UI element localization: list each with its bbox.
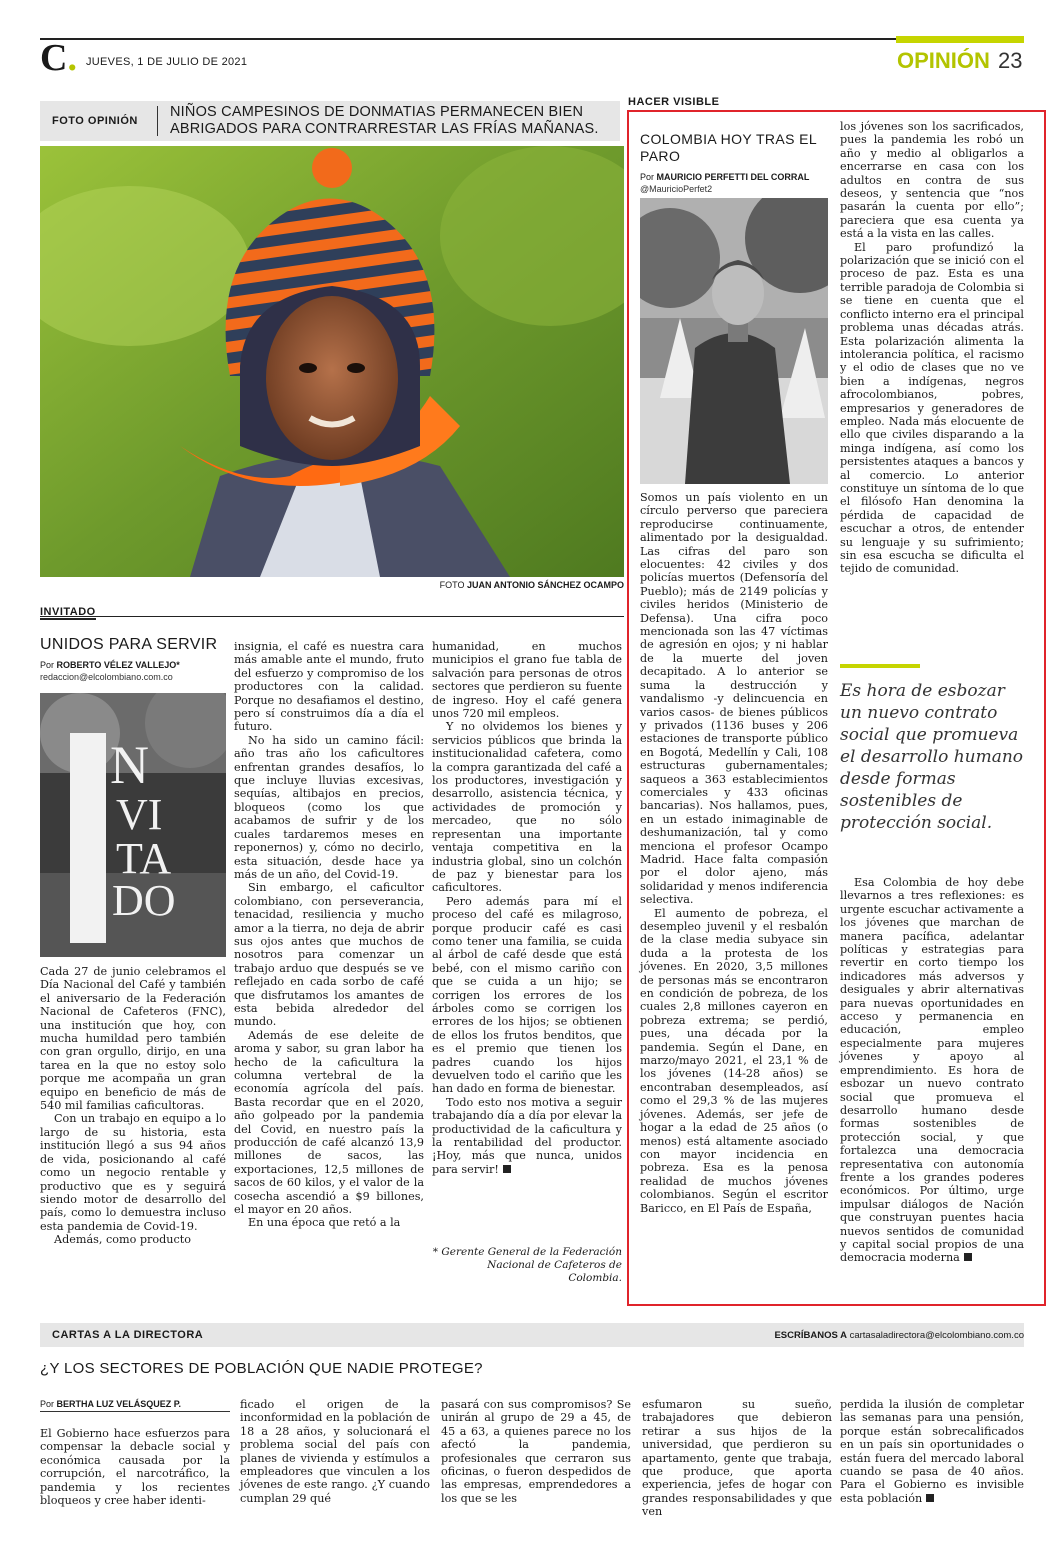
hacer-visible-column-2: los jóvenes son los sacrificados, pues la pandemia les robó un año y medio al obligarlos a encerrarse en casa con los adultos en contra de sus deseos, y sentencia que “nos pasarán la cuenta por ello”; pareciera que esa cuenta ya está a la vista en las calles. El paro profundizó la polarización que se inició con el proceso de paz. Esta es una terrible paradoja de Colombia si se tiene en cuenta que el conflicto interno era el principal problema unas décadas atrás. Esta polarización alimenta la intolerancia política, el racismo y el odio de clases que no ve bien a indígenas, negros afrocolombianos, pobres, empresarios y generadores de empleo. Nada más elocuente de ello que civiles disparando a la minga indígena, así como los persistentes ataques a bancos y al comercio. Lo anterior constituye un síntoma de lo que el filósofo Han denomina la pérdida de capacidad de escuchar a otros, de entender su lenguaje y su sufrimiento; sin esa escucha se dificulta el tejido de comunidad. [840,120,1024,576]
header-rule [40,38,1024,40]
invitado-illustration [40,693,226,957]
cartas-byline: Por BERTHA LUZ VELÁSQUEZ P. [40,1399,230,1412]
end-mark-icon [503,1165,511,1173]
invitado-letter: TA [116,834,172,883]
hacer-visible-tag: HACER VISIBLE [628,96,720,108]
issue-date: JUEVES, 1 DE JULIO DE 2021 [86,56,248,68]
invitado-letter: N [110,735,149,795]
photo-credit: FOTO JUAN ANTONIO SÁNCHEZ OCAMPO [439,580,624,590]
section-accent-bar [896,36,1024,43]
child-portrait-image [40,146,624,577]
hacer-visible-byline: Por MAURICIO PERFETTI DEL CORRAL [640,172,810,182]
cartas-column-3: pasará con sus compromisos? Se unirán al grupo de 29 a 45, de 45 a 63, a quienes parece no los afectó la pandemia, profesionales que cerraron sus oficinas, o fueron despedidos de las empresas, emprendedores a los que se les [441,1398,631,1505]
invitado-byline: Por ROBERTO VÉLEZ VALLEJO* [40,660,180,670]
cartas-label: CARTAS A LA DIRECTORA [52,1329,204,1341]
end-mark-icon [926,1494,934,1502]
invitado-letter: DO [112,876,176,925]
cartas-column-4: esfumaron su sueño, trabajadores que debieron retirar a sus hijos de la universidad, que perdieron su apartamento, gente que trabaja, que produce, que aporta experiencia, jefes de hogar con grandes responsabilidades y que ven [642,1398,832,1519]
cartas-column-2: ficado el origen de la inconformidad en la población de 18 a 28 años, y solucionará el problema social del país con planes de vivienda y estímulos a empleadores que vinculen a los jóvenes de este rango. ¿Y cuando cumplan 29 qué [240,1398,430,1505]
photo-caption: NIÑOS CAMPESINOS DE DONMATIAS PERMANECEN BIEN ABRIGADOS PARA CONTRARRESTAR LAS FRÍAS MAÑANAS. [170,104,599,137]
pull-quote-accent [840,664,920,668]
foto-opinion-label: FOTO OPINIÓN [52,115,138,127]
author-photo [640,198,828,484]
invitado-rule [40,616,624,617]
banner-divider [157,106,158,136]
invitado-tag: INVITADO [40,606,96,618]
invitado-column-2: insignia, el café es nuestra cara más amable ante el mundo, fruto del esfuerzo y compromiso de los productores con la calidad. Porque no desafiamos el destino, pero sí construimos día a día el futuro. No ha sido un camino fácil: año tras año los caficultores enfrentan grandes desafíos, lo que incluye lluvias excesivas, sequías, altibajos en precios, bloqueos (como los que acabamos de sufrir y de los cuales tardaremos meses en reponernos) y, cómo no decirlo, esta situación, desde hace ya más de un año, del Covid-19. Sin embargo, el caficultor colombiano, con perseverancia, tenacidad, resiliencia y mucho amor a la tierra, no deja de abrir sus ojos antes que muchos de nosotros para comenzar un trabajo arduo que después se ve reflejado en cada sorbo de café que disfrutamos los amantes de esta bebida alrededor del mundo. Además de ese deleite de aroma y sabor, su gran labor ha hecho de la caficultura la columna vertebral de la economía agrícola del país. Basta recordar que en el 2020, año golpeado por la pandemia del Covid, en nuestro país la producción de café alcanzó 13,9 millones de sacos, las exportaciones, 12,5 millones de sacos de 60 kilos, y el valor de la cosecha ascendió a $9 billones, el mayor en 20 años. En una época que retó a la [234,640,424,1230]
cartas-contact[interactable]: ESCRÍBANOS A cartasaladirectora@elcolombiano.com.co [774,1330,1024,1341]
pull-quote: Es hora de esbozar un nuevo contrato social que promueva el desarrollo humano desde formas sostenibles de protección social. [840,681,1024,833]
invitado-footnote: * Gerente General de la Federación Nacional de Cafeteros de Colombia. [432,1246,622,1284]
section-title[interactable]: OPINIÓN [897,48,990,73]
author-handle[interactable]: @MauricioPerfet2 [640,184,713,194]
cartas-headline[interactable]: ¿Y LOS SECTORES DE POBLACIÓN QUE NADIE PROTEGE? [40,1360,483,1377]
invitado-headline[interactable]: UNIDOS PARA SERVIR [40,636,218,653]
cartas-column-1: El Gobierno hace esfuerzos para compensar la debacle social y económica causada por la corrupción, el narcotráfico, la pandemia y los recientes bloqueos y cree haber identi- [40,1427,230,1508]
page-number: 23 [998,48,1023,73]
main-photo[interactable] [40,146,624,577]
invitado-email[interactable]: redaccion@elcolombiano.com.co [40,672,173,682]
invitado-letter: VI [116,790,163,839]
hacer-visible-headline[interactable]: COLOMBIA HOY TRAS EL PARO [640,131,817,164]
invitado-column-1: Cada 27 de junio celebramos el Día Nacional del Café y también el aniversario de la Federación Nacional de Cafeteros (FNC), una institución que hoy, con mucha humildad pero también con gran orgullo, dirijo, en una tarea en la que no estoy solo porque me acompaña un gran equipo en beneficio de más de 540 mil familias caficultoras. Con un trabajo en equipo a lo largo de su historia, esta institución llegó a sus 94 años de vida, posicionando al café como un negocio rentable y productivo que es y seguirá siendo motor de desarrollo del país, como lo demuestra incluso esta pandemia de Covid-19. Además, como producto [40,965,226,1247]
invitado-column-3: humanidad, en muchos municipios el grano fue tabla de salvación para personas de otros sectores que perdieron su fuente de ingreso. Hoy el café genera unos 720 mil empleos. Y no olvidemos los bienes y servicios públicos que brinda la institucionalidad cafetera, como la compra garantizada del café a los productores, investigación y desarrollo, asistencia técnica, y actividades de promoción y mercadeo, que no sólo representan una importante ventaja competitiva en la industria global, sino un colchón de paz y bienestar para los caficultores. Pero además para mí el proceso del café es milagroso, porque producir café es casi como tener una familia, se cuida al árbol de café desde que está bebé, con el mismo cariño con que se cuida a un hijo; se corrigen los errores de los árboles como se corrigen los errores de los hijos; se obtienen de ellos los frutos benditos, que es el premio que tienen los padres cuando los hijos devuelven todo el cariño que les han dado en forma de bienestar. Todo esto nos motiva a seguir trabajando día a día por elevar la productividad de la caficultura y la rentabilidad del productor. ¡Hoy, más que nunca, unidos para servir! [432,640,622,1176]
cartas-column-5: perdida la ilusión de completar las semanas para una pensión, porque están sobrecalificados en un país sin oportunidades o están fuera del mercado laboral cuando se pasa de 40 años. Para el Gobierno es invisible esta población [840,1398,1024,1505]
end-mark-icon [964,1253,972,1261]
hacer-visible-column-1: Somos un país violento en un círculo perverso que pareciera reproducirse continuamente, alimentado por la desigualdad. Las cifras del paro son elocuentes: 42 civiles y dos policías muertos (Defensoría del Pueblo); más de 2149 policías y civiles heridos (Ministerio de Defensa). Una cifra poco mencionada son las 47 víctimas de agresión en ojos; y ni hablar de la muerte del joven decapitado. A lo anterior se suma la destrucción y vandalismo -y delincuencia en varios casos- de bienes públicos y privados (1136 buses y 206 estaciones de transporte público en Bogotá, Medellín y Cali, 108 estructuras gubernamentales; saqueos a 363 establecimientos comerciales y 433 oficinas bancarias). Nos hallamos, pues, en un estado inimaginable de deshumanización, tal y como menciona el profesor Ocampo Madrid. Hace falta compasión por el dolor ajeno, más solidaridad y menos indiferencia selectiva. El aumento de pobreza, el desempleo juvenil y el resbalón de la clase media subyace sin duda a la protesta de los jóvenes. En 2020, 3,5 millones de personas más se encontraron en condición de pobreza, de los cuales 2,8 millones cayeron en pobreza extrema; se perdió, pues, una década por la pandemia. Según el Dane, en marzo/mayo 2021, el 23,1 % de los jóvenes (14-28 años) se encontraban desempleados, así como el 29,3 % de las mujeres jóvenes. Además, ser jefe de hogar a la edad de 25 años (o menos) está altamente asociado con mayor incidencia en pobreza. Esa es la penosa realidad de muchos jóvenes colombianos. Según el escritor Baricco, en El País de España, [640,491,828,1215]
hacer-visible-column-3: Esa Colombia de hoy debe llevarnos a tres reflexiones: es urgente escuchar activamente a los jóvenes que marchan de manera pacífica, adelantar políticas y estrategias para revertir en corto tiempo los indicadores más adversos y desiguales y abrir alternativas para nuevas oportunidades en acceso y permanencia en educación, empleo especialmente para mujeres jóvenes y apoyo al emprendimiento. Es hora de esbozar un nuevo contrato social que promueva el desarrollo humano desde formas sostenibles de protección social, y que fortalezca una democracia representativa con autonomía frente a los grandes poderes económicos. Por último, urge impulsar diálogos de Nación que construyan puentes hacia nuevos sentidos de comunidad y capital social propios de una democracia moderna [840,876,1024,1265]
newspaper-logo[interactable]: C. [40,37,77,79]
